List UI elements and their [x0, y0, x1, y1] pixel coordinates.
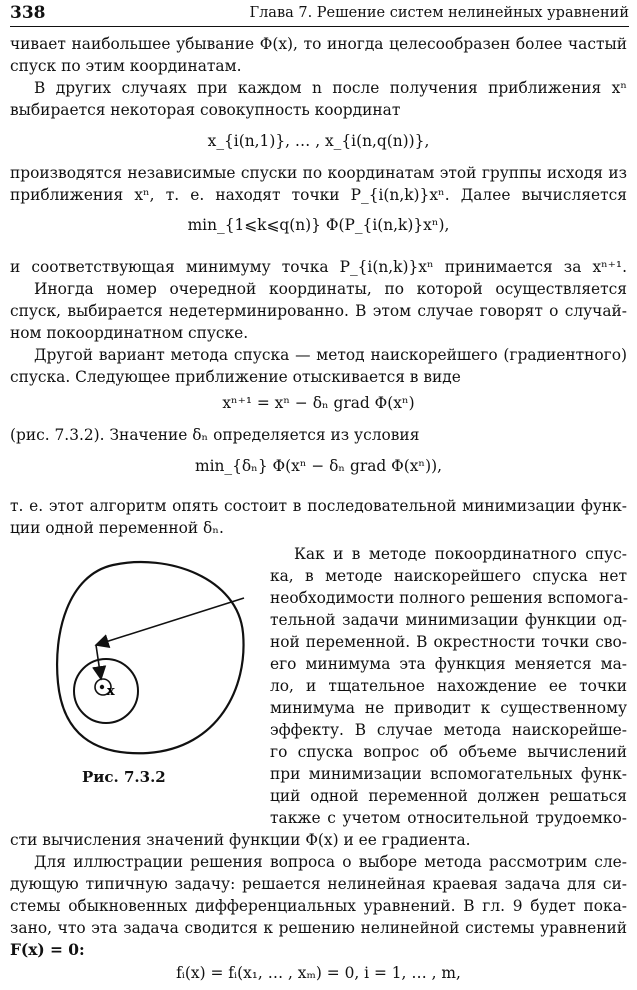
chapter-title: Глава 7. Решение систем нелинейных уравнений [249, 5, 629, 21]
text-line: зано, что эта задача сводится к решению нелинейной системы уравнений [10, 919, 627, 937]
column-line: ной переменной. В окрестности точки сво- [270, 633, 627, 651]
text-line: спуска. Следующее приближение отыскивается в виде [10, 368, 461, 386]
point-label: x [107, 684, 115, 699]
text-line: т. е. этот алгоритм опять состоит в последовательной минимизации функ- [10, 497, 627, 515]
formula-gradient-step: xⁿ⁺¹ = xⁿ − δₙ grad Φ(xⁿ) [222, 394, 415, 412]
column-line: при минимизации вспомогательных функ- [270, 765, 627, 783]
column-line: тельной задачи минимизации функции од- [270, 611, 627, 629]
column-line: го спуска вопрос об объеме вычислений [270, 743, 627, 761]
text-line: стемы обыкновенных дифференциальных уравнений. В гл. 9 будет пока- [10, 897, 627, 915]
formula-min-delta: min_{δₙ} Φ(xⁿ − δₙ grad Φ(xⁿ)), [195, 457, 442, 475]
column-line: ций одной переменной должен решаться [270, 787, 627, 805]
text-line: спуск по этим координатам. [10, 57, 242, 75]
column-line: ло, и тщательное нахождение ее точки [270, 677, 627, 695]
text-line: F(x) = 0: [10, 941, 85, 959]
text-line: спуск, выбирается недетерминированно. В этом случае говорят о случай- [10, 302, 627, 320]
column-line: минимума не приводит к существенному [270, 699, 627, 717]
formula-coordinates: x_{i(n,1)}, … , x_{i(n,q(n))}, [207, 132, 430, 150]
text-line: ном покоординатном спуске. [10, 324, 249, 342]
text-line: и соответствующая минимуму точка P_{i(n,k)}xⁿ принимается за xⁿ⁺¹. [10, 258, 627, 276]
text-line: производятся независимые спуски по координатам этой группы исходя из [10, 164, 627, 182]
page-number: 338 [10, 3, 46, 23]
gradient-step-arrow [96, 598, 244, 645]
column-line: ка, в методе наискорейшего спуска нет [270, 567, 627, 585]
text-line: чивает наибольшее убывание Φ(x), то иногда целесообразен более частый [10, 35, 627, 53]
text-line: дующую типичную задачу: решается нелинейная краевая задача для си- [10, 875, 627, 893]
running-header [10, 2, 629, 27]
text-line: Другой вариант метода спуска — метод наискорейшего (градиентного) [34, 346, 627, 364]
level-curves-diagram [38, 553, 248, 758]
column-line: его минимума эта функция меняется ма- [270, 655, 627, 673]
formula-min: min_{1⩽k⩽q(n)} Φ(P_{i(n,k)}xⁿ), [187, 216, 450, 234]
figure-caption: Рис. 7.3.2 [82, 768, 166, 786]
figure-7-3-2 [38, 553, 248, 758]
column-line: эффекту. В случае метода наискорейше- [270, 721, 627, 739]
text-line: Иногда номер очередной координаты, по которой осуществляется [34, 280, 627, 298]
minimum-point [100, 685, 104, 689]
text-line: ции одной переменной δₙ. [10, 519, 224, 537]
text-line: Для иллюстрации решения вопроса о выборе метода рассмотрим сле- [34, 853, 627, 871]
inner-level-curve [74, 659, 138, 723]
text-line: (рис. 7.3.2). Значение δₙ определяется из условия [10, 426, 420, 444]
outer-level-curve [57, 562, 243, 753]
column-line: также с учетом относительной трудоемко- [270, 809, 627, 827]
text-line: приближения xⁿ, т. е. находят точки P_{i(n,k)}xⁿ. Далее вычисляется [10, 186, 627, 204]
formula-system: fᵢ(x) = fᵢ(x₁, … , xₘ) = 0, i = 1, … , m, [176, 964, 461, 982]
text-line: В других случаях при каждом n после получения приближения xⁿ [34, 79, 627, 97]
column-line: Как и в методе покоординатного спус- [294, 545, 627, 563]
text-line: сти вычисления значений функции Φ(x) и ее градиента. [10, 831, 471, 849]
text-line: выбирается некоторая совокупность координат [10, 101, 401, 119]
column-line: необходимости полного решения вспомога- [270, 589, 629, 607]
descent-arrow [96, 645, 101, 679]
